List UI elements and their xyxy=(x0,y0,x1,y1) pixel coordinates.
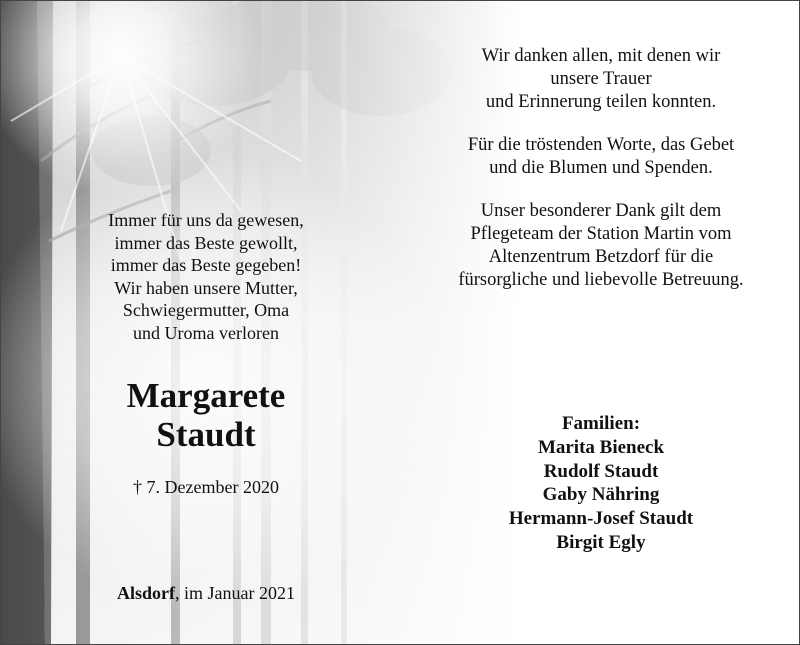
thanks-line: und die Blumen und Spenden. xyxy=(489,158,713,178)
thanks-paragraph xyxy=(421,45,781,114)
family-name: Rudolf Staudt xyxy=(543,460,659,482)
families-signature xyxy=(421,412,781,555)
deceased-last-name: Staudt xyxy=(156,415,256,454)
place-and-date xyxy=(41,583,371,604)
poem-line: und Uroma verloren xyxy=(133,322,279,343)
families-heading: Familien: xyxy=(561,413,641,434)
deceased-first-name: Margarete xyxy=(126,376,286,415)
poem-line: immer das Beste gegeben! xyxy=(110,255,302,275)
poem-line: Schwiegermutter, Oma xyxy=(122,300,290,320)
thanks-line: Pflegeteam der Station Martin vom xyxy=(470,224,732,244)
thanks-line: unsere Trauer xyxy=(550,69,652,89)
poem-line: Wir haben unsere Mutter, xyxy=(114,277,298,298)
family-name: Hermann-Josef Staudt xyxy=(508,508,694,530)
poem-line: immer das Beste gewollt, xyxy=(114,232,298,253)
memorial-left-column xyxy=(41,209,371,498)
poem xyxy=(41,209,371,344)
thanks-line: Unser besonderer Dank gilt dem xyxy=(480,201,722,221)
thanks-text xyxy=(421,45,781,312)
thanks-line: Für die tröstenden Worte, das Gebet xyxy=(467,135,735,155)
thanks-paragraph xyxy=(421,200,781,292)
thanks-line: fürsorgliche und liebevolle Betreuung. xyxy=(458,270,744,290)
family-name: Birgit Egly xyxy=(556,531,646,553)
family-name: Marita Bieneck xyxy=(537,436,665,458)
place-name: Alsdorf xyxy=(117,583,175,603)
thanks-line: Altenzentrum Betzdorf für die xyxy=(488,247,714,267)
thanks-line: Wir danken allen, mit denen wir xyxy=(481,46,721,66)
death-date: † 7. Dezember 2020 xyxy=(133,477,279,497)
deceased-name xyxy=(41,376,371,454)
place-date-rest: , im Januar 2021 xyxy=(175,583,295,603)
poem-line: Immer für uns da gewesen, xyxy=(108,210,304,230)
thanks-line: und Erinnerung teilen konnten. xyxy=(485,92,717,112)
family-name: Gaby Nähring xyxy=(542,484,660,506)
thanks-paragraph xyxy=(421,134,781,180)
